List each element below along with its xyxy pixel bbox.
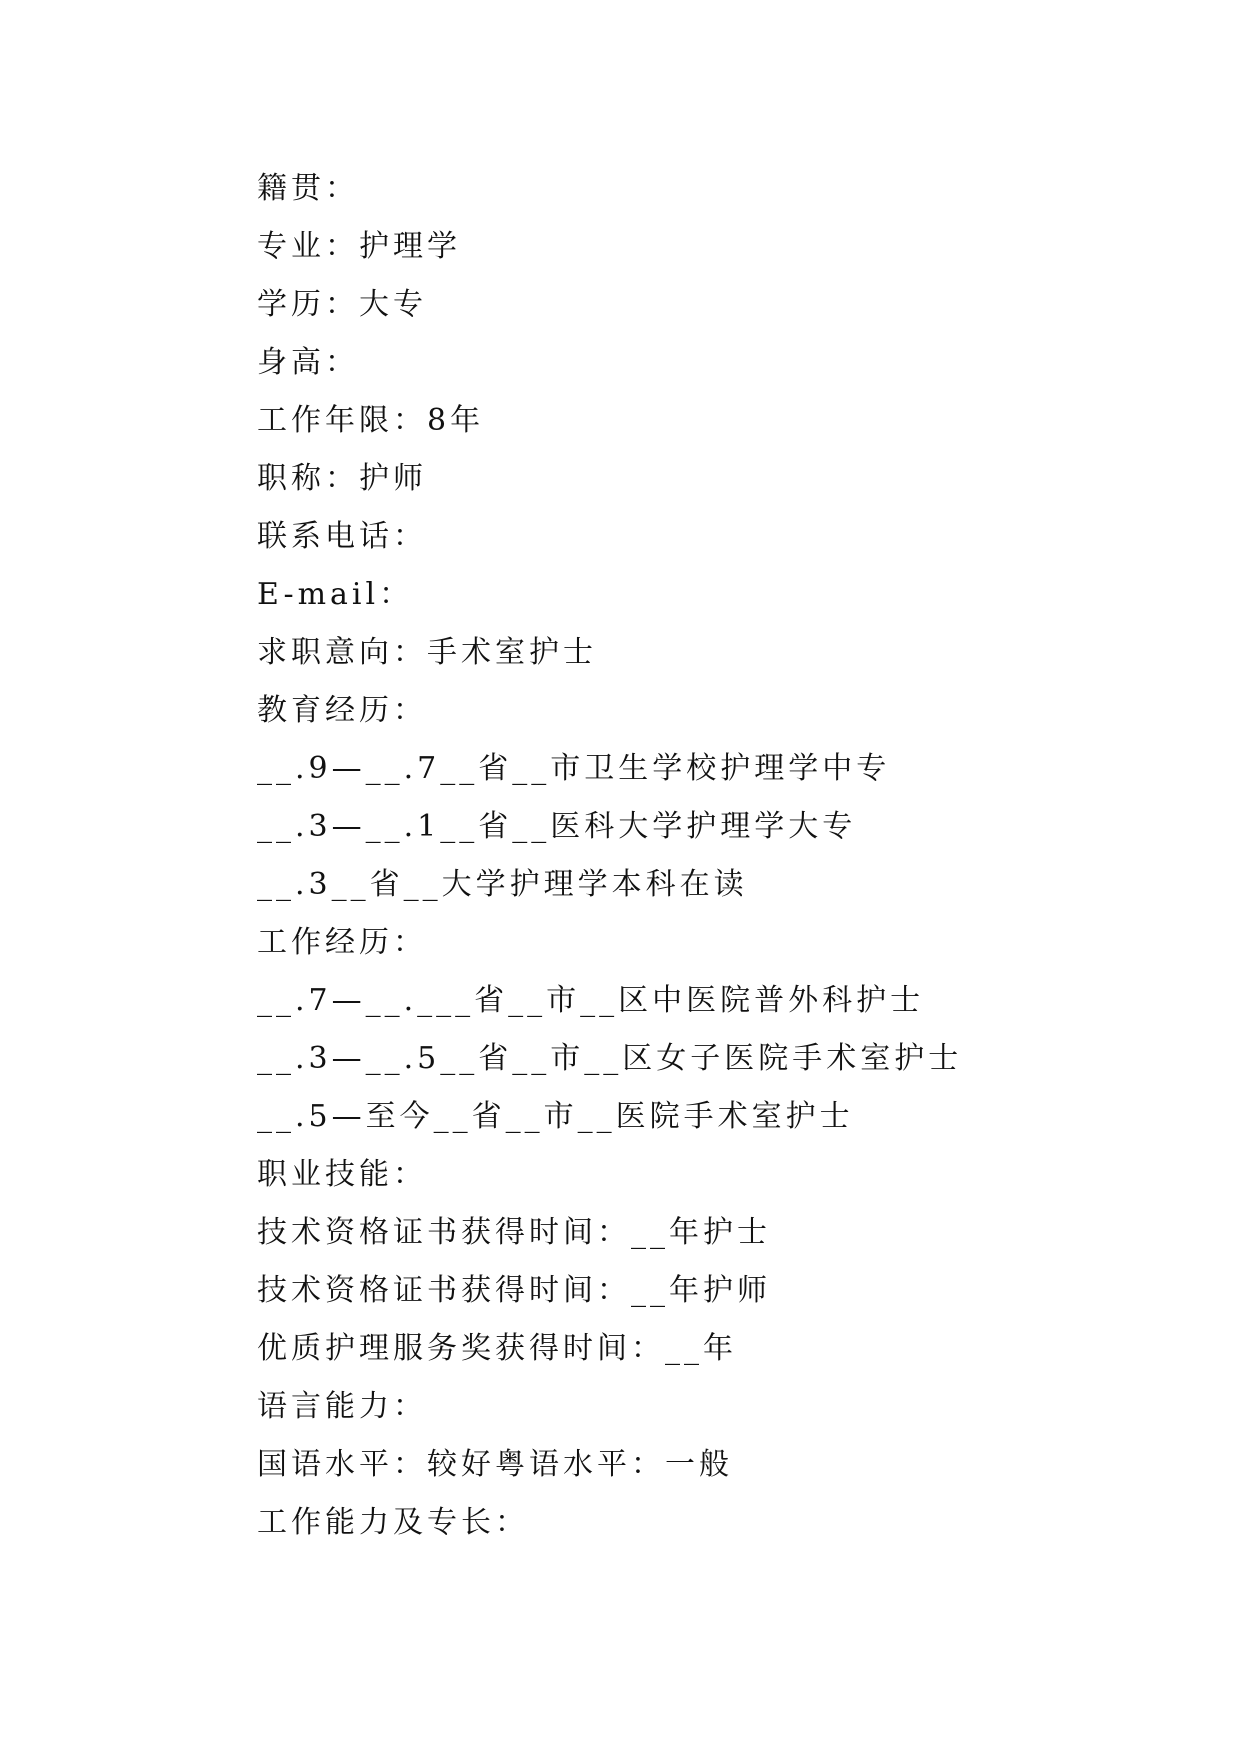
education-heading: 教育经历： xyxy=(257,693,427,728)
language-level-line: 国语水平：较好粤语水平：一般 xyxy=(257,1447,733,1482)
certificate-item: 技术资格证书获得时间：__年护师 xyxy=(257,1273,771,1308)
job-objective-line: 求职意向：手术室护士 xyxy=(257,635,597,670)
phone-line: 联系电话： xyxy=(257,519,427,554)
education-item: __.3—__.1__省__医科大学护理学大专 xyxy=(257,809,857,844)
education-item: __.9—__.7__省__市卫生学校护理学中专 xyxy=(257,751,891,786)
work-experience-item: __.5—至今__省__市__医院手术室护士 xyxy=(257,1099,854,1134)
height-line: 身高： xyxy=(257,345,359,380)
native-place-line: 籍贯： xyxy=(257,171,359,206)
language-heading: 语言能力： xyxy=(257,1389,427,1424)
email-line: E-mail： xyxy=(257,577,414,612)
award-item: 优质护理服务奖获得时间：__年 xyxy=(257,1331,737,1366)
education-level-line: 学历：大专 xyxy=(257,287,427,322)
resume-content xyxy=(257,160,1137,1552)
professional-title-line: 职称：护师 xyxy=(257,461,427,496)
skills-heading: 职业技能： xyxy=(257,1157,427,1192)
major-line: 专业：护理学 xyxy=(257,229,461,264)
education-item: __.3__省__大学护理学本科在读 xyxy=(257,867,748,902)
work-experience-item: __.7—__.___省__市__区中医院普外科护士 xyxy=(257,983,925,1018)
certificate-item: 技术资格证书获得时间：__年护士 xyxy=(257,1215,771,1250)
work-years-line: 工作年限：8年 xyxy=(257,403,485,438)
work-experience-heading: 工作经历： xyxy=(257,925,427,960)
abilities-heading: 工作能力及专长： xyxy=(257,1505,529,1540)
work-experience-item: __.3—__.5__省__市__区女子医院手术室护士 xyxy=(257,1041,963,1076)
